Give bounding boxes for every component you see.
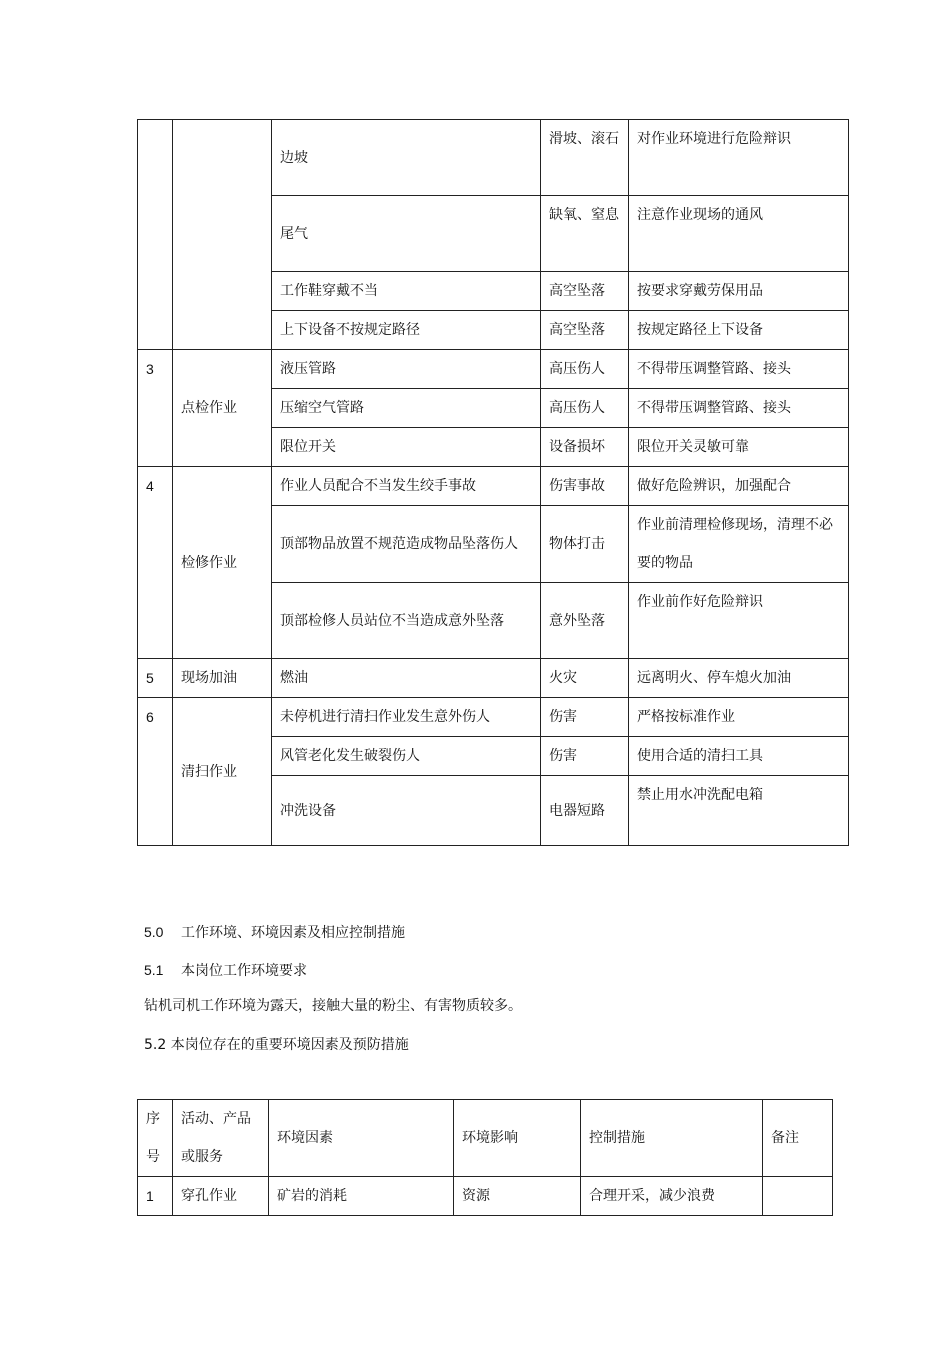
hazard-cell: 设备损坏 (541, 428, 629, 467)
header-activity: 活动、产品或服务 (173, 1100, 269, 1177)
hazard-cell: 火灾 (541, 659, 629, 698)
section-title: 工作环境、环境因素及相应控制措施 (181, 925, 405, 941)
activity-cell: 清扫作业 (173, 698, 272, 846)
factor-cell: 冲洗设备 (272, 776, 541, 846)
measure-cell: 按要求穿戴劳保用品 (629, 272, 849, 311)
activity-cell: 点检作业 (173, 350, 272, 467)
row-number: 4 (138, 467, 173, 659)
measure-cell: 作业前作好危险辩识 (629, 583, 849, 659)
measure-cell: 作业前清理检修现场，清理不必要的物品 (629, 506, 849, 583)
header-measure: 控制措施 (581, 1100, 763, 1177)
note-cell (763, 1177, 833, 1216)
factor-cell: 边坡 (272, 120, 541, 196)
environment-table (137, 1099, 833, 1216)
factor-cell: 风管老化发生破裂伤人 (272, 737, 541, 776)
activity-cell: 现场加油 (173, 659, 272, 698)
factor-cell: 压缩空气管路 (272, 389, 541, 428)
table-row (138, 698, 849, 737)
hazard-cell: 电器短路 (541, 776, 629, 846)
header-note: 备注 (763, 1100, 833, 1177)
hazard-table (137, 119, 849, 846)
factor-cell: 尾气 (272, 196, 541, 272)
hazard-cell: 物体打击 (541, 506, 629, 583)
measure-cell: 按规定路径上下设备 (629, 311, 849, 350)
measure-cell: 远离明火、停车熄火加油 (629, 659, 849, 698)
hazard-cell: 高压伤人 (541, 389, 629, 428)
measure-cell: 不得带压调整管路、接头 (629, 350, 849, 389)
hazard-cell: 高空坠落 (541, 311, 629, 350)
activity-cell (173, 120, 272, 350)
measure-cell: 严格按标准作业 (629, 698, 849, 737)
measure-cell: 对作业环境进行危险辩识 (629, 120, 849, 196)
row-number: 3 (138, 350, 173, 467)
factor-cell: 作业人员配合不当发生绞手事故 (272, 467, 541, 506)
hazard-cell: 伤害 (541, 737, 629, 776)
hazard-cell: 伤害事故 (541, 467, 629, 506)
hazard-cell: 高空坠落 (541, 272, 629, 311)
factor-cell: 燃油 (272, 659, 541, 698)
section-heading-5-0 (144, 922, 405, 942)
header-impact: 环境影响 (454, 1100, 581, 1177)
factor-cell: 上下设备不按规定路径 (272, 311, 541, 350)
table-row (138, 659, 849, 698)
table-header-row (138, 1100, 833, 1177)
section-number: 5.0 (144, 924, 164, 940)
measure-cell: 使用合适的清扫工具 (629, 737, 849, 776)
row-number: 1 (138, 1177, 173, 1216)
factor-cell: 未停机进行清扫作业发生意外伤人 (272, 698, 541, 737)
table-row (138, 1177, 833, 1216)
table-row (138, 467, 849, 506)
activity-cell: 穿孔作业 (173, 1177, 269, 1216)
factor-cell: 限位开关 (272, 428, 541, 467)
section-heading-5-1 (144, 960, 307, 980)
table-row (138, 120, 849, 196)
measure-cell: 限位开关灵敏可靠 (629, 428, 849, 467)
measure-cell: 合理开采，减少浪费 (581, 1177, 763, 1216)
factor-cell: 工作鞋穿戴不当 (272, 272, 541, 311)
section-title: 本岗位工作环境要求 (181, 963, 307, 979)
row-number (138, 120, 173, 350)
table-row (138, 350, 849, 389)
header-no: 序号 (138, 1100, 173, 1177)
measure-cell: 不得带压调整管路、接头 (629, 389, 849, 428)
header-factor: 环境因素 (269, 1100, 454, 1177)
row-number: 6 (138, 698, 173, 846)
factor-cell: 顶部物品放置不规范造成物品坠落伤人 (272, 506, 541, 583)
factor-cell: 顶部检修人员站位不当造成意外坠落 (272, 583, 541, 659)
hazard-cell: 缺氧、窒息 (541, 196, 629, 272)
hazard-cell: 滑坡、滚石 (541, 120, 629, 196)
activity-cell: 检修作业 (173, 467, 272, 659)
hazard-cell: 伤害 (541, 698, 629, 737)
row-number: 5 (138, 659, 173, 698)
measure-cell: 禁止用水冲洗配电箱 (629, 776, 849, 846)
section-body-5-1: 钻机司机工作环境为露天，接触大量的粉尘、有害物质较多。 (144, 998, 522, 1014)
measure-cell: 做好危险辨识，加强配合 (629, 467, 849, 506)
factor-cell: 矿岩的消耗 (269, 1177, 454, 1216)
measure-cell: 注意作业现场的通风 (629, 196, 849, 272)
section-number: 5.1 (144, 962, 164, 978)
impact-cell: 资源 (454, 1177, 581, 1216)
section-heading-5-2: 5.2 本岗位存在的重要环境因素及预防措施 (144, 1037, 409, 1053)
hazard-cell: 高压伤人 (541, 350, 629, 389)
factor-cell: 液压管路 (272, 350, 541, 389)
hazard-cell: 意外坠落 (541, 583, 629, 659)
